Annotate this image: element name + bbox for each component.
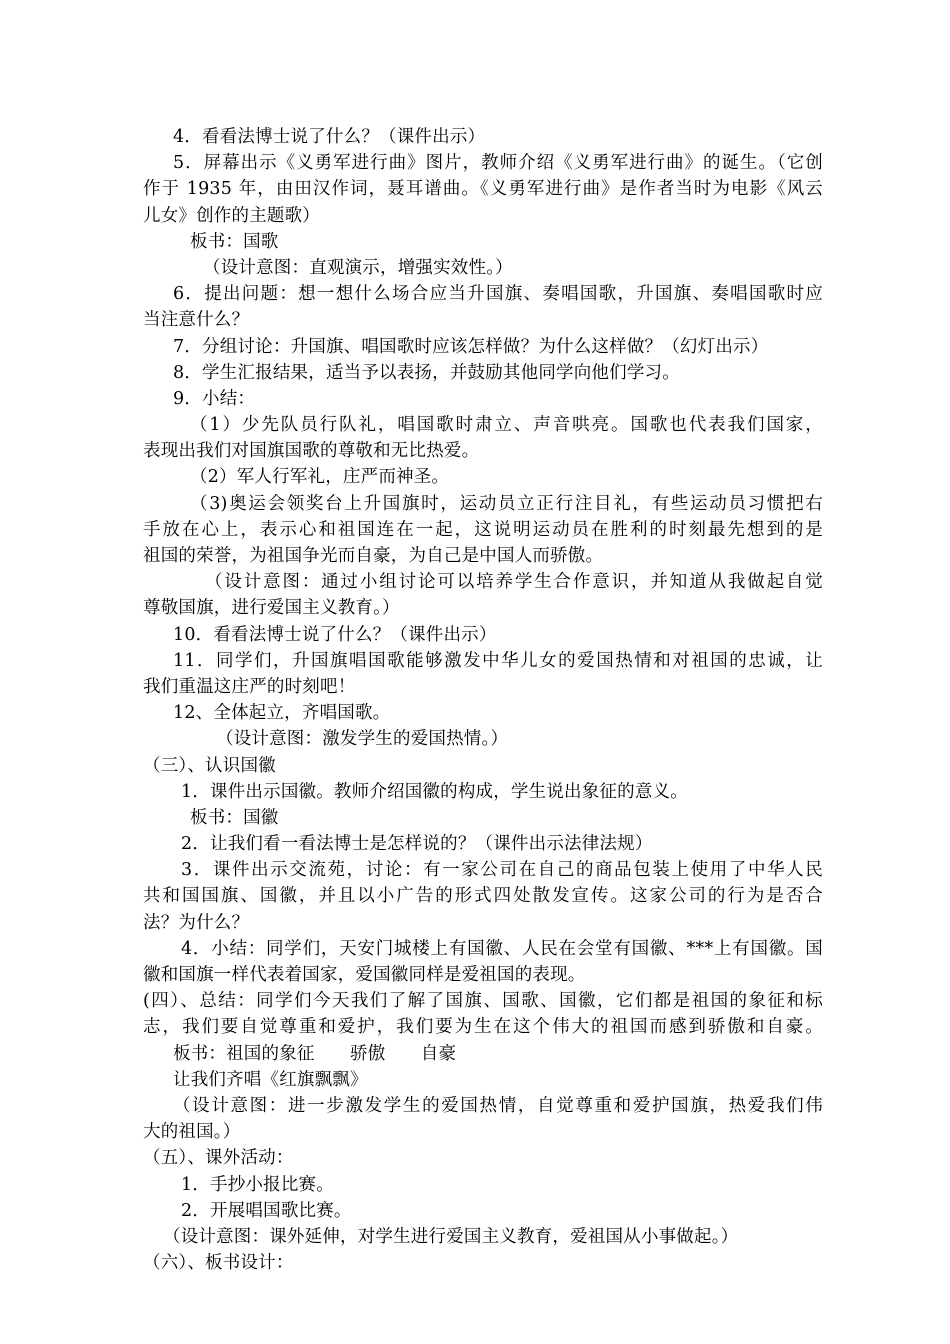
text-line: 板书：国徽 — [190, 807, 279, 828]
text-line: （3)奥运会领奖台上升国旗时，运动员立正行注目礼，有些运动员习惯把右 — [190, 493, 823, 514]
text-line: （五）、课外活动： — [143, 1148, 294, 1169]
text-line: （三）、认识国徽 — [143, 755, 276, 776]
text-line: 2．让我们看一看法博士是怎样说的？（课件出示法律法规） — [181, 834, 653, 855]
text-line: （2）军人行军礼，庄严而神圣。 — [190, 467, 450, 488]
text-line: 6．提出问题：想一想什么场合应当升国旗、奏唱国歌，升国旗、奏唱国歌时应 — [173, 284, 823, 305]
text-line: 徽和国旗一样代表着国家，爱国徽同样是爱祖国的表现。 — [143, 965, 586, 985]
text-line: 7．分组讨论：升国旗、唱国歌时应该怎样做？为什么这样做？（幻灯出示） — [173, 336, 769, 357]
text-line: （设计意图：直观演示，增强实效性。） — [203, 257, 513, 278]
text-line: 11．同学们，升国旗唱国歌能够激发中华儿女的爱国热情和对祖国的忠诚，让 — [173, 650, 823, 671]
text-line: （六）、板书设计： — [143, 1253, 294, 1274]
text-line: 尊敬国旗，进行爱国主义教育。） — [143, 598, 400, 619]
text-line: 板书：祖国的象征 骄傲 自豪 — [173, 1043, 457, 1064]
document-body — [143, 124, 823, 1276]
text-line: 表现出我们对国旗国歌的尊敬和无比热爱。 — [143, 441, 480, 462]
text-line: 我们重温这庄严的时刻吧！ — [143, 676, 356, 697]
text-line: 5．屏幕出示《义勇军进行曲》图片，教师介绍《义勇军进行曲》的诞生。（它创 — [173, 153, 823, 174]
text-line: (四）、总结：同学们今天我们了解了国旗、国歌、国徽，它们都是祖国的象征和标 — [143, 991, 823, 1012]
text-line: 4．小结：同学们，天安门城楼上有国徽、人民在会堂有国徽、***上有国徽。国 — [181, 938, 823, 959]
text-line: 9．小结： — [173, 388, 256, 409]
text-line: （1）少先队员行队礼，唱国歌时肃立、声音哄亮。国歌也代表我们国家， — [190, 415, 823, 436]
text-line: （设计意图：激发学生的爱国热情。） — [216, 729, 509, 750]
text-line: 作于 1935 年，由田汉作词，聂耳谱曲。《义勇军进行曲》是作者当时为电影《风云 — [143, 179, 823, 200]
text-line: 法？为什么？ — [143, 912, 250, 933]
text-line: 1．手抄小报比赛。 — [181, 1174, 334, 1195]
text-line: （设计意图：进一步激发学生的爱国热情，自觉尊重和爱护国旗，热爱我们伟 — [173, 1095, 823, 1116]
text-line: 1．课件出示国徽。教师介绍国徽的构成，学生说出象征的意义。 — [181, 781, 688, 802]
text-line: 10．看看法博士说了什么？（课件出示） — [173, 624, 497, 645]
text-line: （设计意图：通过小组讨论可以培养学生合作意识，并知道从我做起自觉 — [205, 572, 823, 593]
text-line: 让我们齐唱《红旗飘飘》 — [173, 1069, 368, 1090]
text-line: 2．开展唱国歌比赛。 — [181, 1200, 352, 1221]
text-line: （设计意图：课外延伸，对学生进行爱国主义教育，爱祖国从小事做起。） — [163, 1226, 739, 1247]
text-line: 3．课件出示交流苑，讨论：有一家公司在自己的商品包装上使用了中华人民 — [181, 860, 823, 881]
text-line: 儿女》创作的主题歌） — [143, 205, 320, 226]
text-line: 志，我们要自觉尊重和爱护，我们要为生在这个伟大的祖国而感到骄傲和自豪。 — [143, 1017, 823, 1038]
text-line: 当注意什么？ — [143, 310, 250, 331]
text-line: 祖国的荣誉，为祖国争光而自豪，为自己是中国人而骄傲。 — [143, 546, 604, 566]
text-line: 共和国国旗、国徽，并且以小广告的形式四处散发宣传。这家公司的行为是否合 — [143, 886, 823, 907]
text-line: 板书：国歌 — [190, 231, 279, 252]
text-line: 8．学生汇报结果，适当予以表扬，并鼓励其他同学向他们学习。 — [173, 362, 680, 383]
text-line: 12、全体起立，齐唱国歌。 — [173, 703, 391, 724]
text-line: 4．看看法博士说了什么？（课件出示） — [173, 127, 486, 147]
text-line: 手放在心上，表示心和祖国连在一起，这说明运动员在胜利的时刻最先想到的是 — [143, 519, 823, 540]
text-line: 大的祖国。） — [143, 1122, 241, 1143]
